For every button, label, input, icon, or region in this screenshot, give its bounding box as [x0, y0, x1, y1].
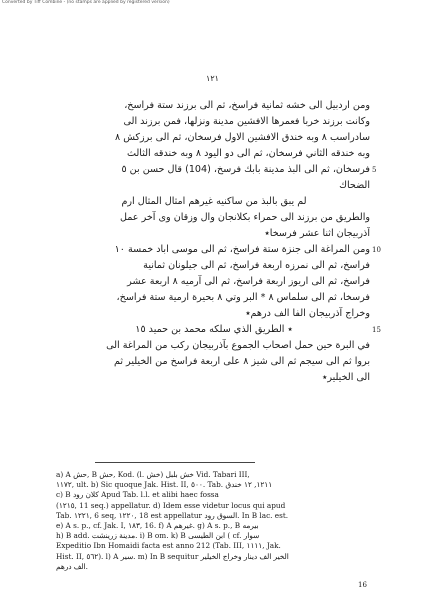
footnote-line: Hist. II, ٥٦٢). l) A سير. m) In B sequitur الخير الف دينار وخراج الخيلير [56, 551, 289, 561]
footnote-line: ١١٧٢, ult. b) Sic quoque Jak. Hist. II, ٥٠٠. Tab. ١٢١١, ١٢ خندق [56, 480, 273, 490]
text-line: بروا ثم الى سيجم ثم الى شيز ٨ على اربعة فراسخ من الخيلير ثم [113, 356, 370, 367]
footnote-line: (١٢١٥, 11 seq.) appellatur. d) Idem esse videtur locus qui apud [56, 500, 286, 510]
line-number-5: 5 [372, 166, 377, 174]
footnote-line: e) A s. p., cf. Jak. I, ١٨٣, 16. f) A غيرهم. g) A s. p., B بيرمه [56, 521, 259, 531]
line-number-15: 15 [372, 326, 381, 334]
footnote-line: h) B add. مدينة زرينشت. i) B om. k) B ابن الطيسى ( cf. سوار [56, 531, 260, 541]
line-number-10: 10 [372, 246, 381, 254]
text-line: سادراسب ٨ وبه خندق الافشين الاول فرسخان، ثم الى برزكش ٨ [115, 132, 370, 143]
footnotes [56, 470, 372, 572]
page-number: ١٢١ [206, 74, 219, 83]
footnote-line: c) B كلان رود Apud Tab. l.l. et alibi haec fossa [56, 490, 219, 500]
footnote-line: Expeditio Ibn Homaidi facta est anno 212 (Tab. III, ١١١١, Jak. [56, 541, 281, 551]
footnote-line: الف درهم. [56, 561, 88, 571]
watermark: Converted by Tiff Combine - (no stamps are applied by registered version) [2, 0, 170, 5]
text-line: الضحاك [339, 180, 370, 191]
arabic-text-block [58, 98, 370, 386]
text-line: الى الخيلير٭ [322, 372, 370, 383]
text-line: وخراج آذربيجان الفا الف درهم٭ [245, 308, 370, 319]
text-line: ومن اردبيل الى خشه ثمانية فراسخ، ثم الى برزند ستة فراسخ، [124, 100, 370, 111]
text-line: فراسخ، ثم الى نمرزه اربعة فراسخ، ثم الى جيلونان ثمانية [143, 260, 370, 271]
text-line: فرسخا، ثم الى سلماس ٨ * البر وتي ٨ بحيرة ارمية ستة فراسخ، [116, 292, 370, 303]
section-heading: ٭ الطريق الذي سلكه محمد بن حميد ١٥ [135, 324, 293, 335]
footnote-line: Tab. ١٢٢١, 6 seq, ١٢٢٠, 18 est appellatur السوق رود. In B lac. est. [56, 510, 289, 520]
footnote-line: a) A حش, B حش, Kod. (l. خش) خش بلبل Vid. Tabari III, [56, 470, 250, 479]
text-line: فراسخ، ثم الى اريوز اربعة فراسخ، ثم الى آرميه ٨ اربعة عشر [127, 276, 370, 287]
text-line: في البرة حين حمل اصحاب الجموع بآذربيجان ركب من المراغة الى [106, 340, 370, 351]
text-line: وكانت برزند خربا فعمرها الافشين مدينة ونزلها، فمن برزند الى [123, 116, 370, 127]
footnote-divider [95, 462, 255, 463]
text-line: والطريق من برزند الى حمراء بكلانجان وال وزقان وى آخر عمل [119, 212, 370, 223]
text-line: ومن المراغة الى جنزة ستة فراسخ، ثم الى موسى اباد خمسة ١٠ [114, 244, 370, 255]
text-line: آذربيجان اثنا عشر فرسخا٭ [264, 228, 370, 239]
text-line: فرسخان، ثم الى البذ مدينة بابك فرسخ، (104) قال حسن بن ٥ [121, 164, 370, 175]
signature-mark: 16 [358, 581, 367, 589]
verse-line: لم يبق بالبذ من ساكنيه غيرهم امثال المثال ارم [121, 196, 307, 207]
text-line: وبه خندقه الثاني فرسخان، ثم الى دو اليود ٨ وبه خندقه الثالث [126, 148, 370, 159]
